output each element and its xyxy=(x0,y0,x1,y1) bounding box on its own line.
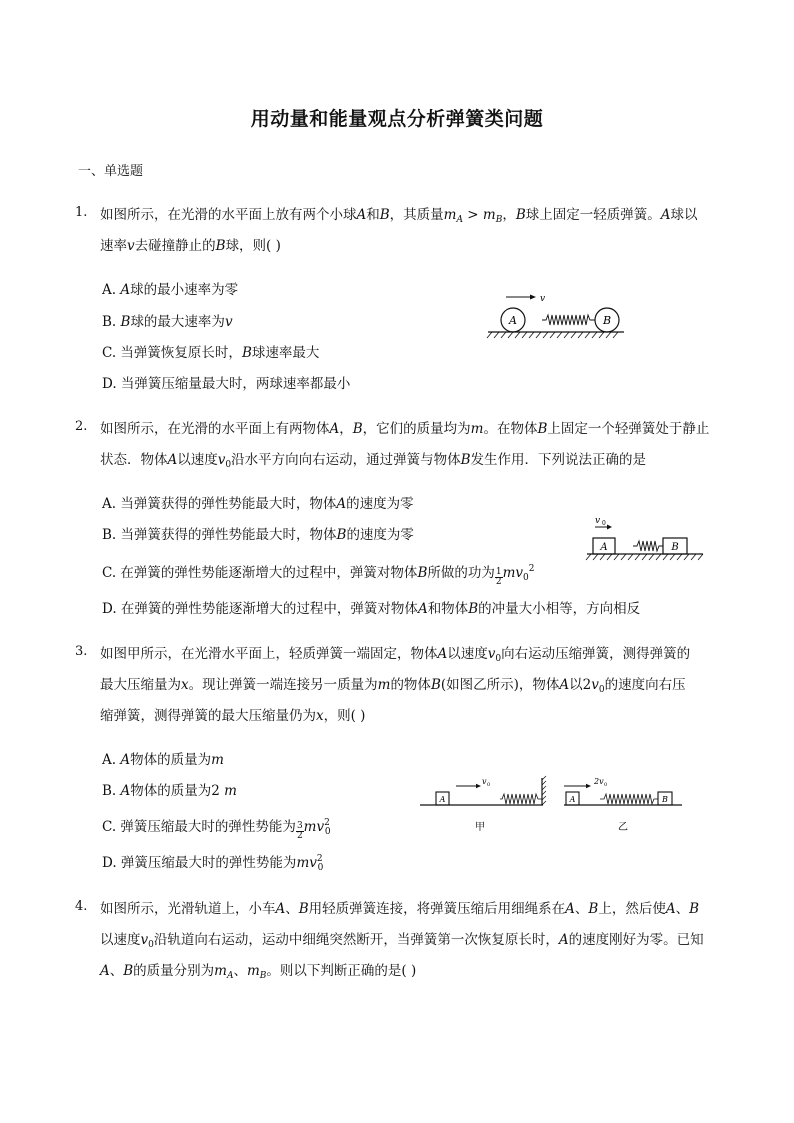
q1-option-b[interactable]: B. B球的最大速率为v xyxy=(102,314,233,330)
svg-text:A: A xyxy=(439,795,446,804)
ball-a-label: A xyxy=(509,314,517,327)
svg-text:B: B xyxy=(662,795,668,804)
svg-text:v: v xyxy=(482,777,487,786)
q4-stem-line-3: A、B的质量分别为$m_A$、$m_B$。则以下判断正确的是( ) xyxy=(100,963,417,981)
q1-stem-line-1: 如图所示，在光滑的水平面上放有两个小球A和B，其质量$m_A > m_B$，B球上固定一轻质弹簧。A球以 xyxy=(100,207,698,225)
q2-option-c[interactable]: C. 在弹簧的弹性势能逐渐增大的过程中，弹簧对物体B所做的功为 $\frac{1}{2}$ $mv_0^2$ xyxy=(102,564,535,587)
q2-stem-line-1: 如图所示，在光滑的水平面上有两物体A，B，它们的质量均为m。在物体B上固定一个轻弹簧处于静止 xyxy=(100,421,710,437)
q2-option-a[interactable]: A. 当弹簧获得的弹性势能最大时，物体A的速度为零 xyxy=(102,496,414,512)
ball-b-label: B xyxy=(602,314,612,327)
svg-text:0: 0 xyxy=(487,782,491,788)
q3-option-a[interactable]: A. A物体的质量为m xyxy=(102,752,224,768)
spring xyxy=(600,794,658,804)
block-b-label: B xyxy=(671,542,679,553)
question-number: 1. xyxy=(75,205,88,220)
spring xyxy=(633,541,663,551)
q3-stem-line-1: 如图甲所示，在光滑水平面上，轻质弹簧一端固定，物体A以速度$v_0$向右运动压缩弹簧，测得弹簧的 xyxy=(100,646,691,664)
q3-option-c[interactable]: C. 弹簧压缩最大时的弹性势能为 $\frac{3}{2}$ $mv^2_0$ xyxy=(102,818,331,841)
q1-figure xyxy=(486,288,626,340)
q1-option-d[interactable]: D. 当弹簧压缩量最大时，两球速率都最小 xyxy=(102,376,351,392)
q1-option-c[interactable]: C. 当弹簧恢复原长时，B球速率最大 xyxy=(102,345,320,361)
figure-label-yi: 乙 xyxy=(618,822,628,833)
q4-stem-line-2: 以速度$v_0$沿轨道向右运动，运动中细绳突然断开，当弹簧第一次恢复原长时，A的速度刚好为零。已知 xyxy=(100,932,704,950)
svg-text:A: A xyxy=(569,795,576,804)
q3-stem-line-3: 缩弹簧，测得弹簧的最大压缩量仍为x，则( ) xyxy=(100,708,366,724)
svg-text:0: 0 xyxy=(602,520,606,527)
question-number: 2. xyxy=(75,419,88,434)
section-heading: 一、单选题 xyxy=(78,164,144,179)
question-number: 3. xyxy=(75,644,88,659)
velocity-label: v xyxy=(540,294,546,304)
q3-stem-line-2: 最大压缩量为x。现让弹簧一端连接另一质量为m的物体B(如图乙所示)，物体A以$2v_0$的速度向右压 xyxy=(100,677,686,695)
spring xyxy=(542,315,595,325)
question-number: 4. xyxy=(75,899,88,914)
velocity-label: v xyxy=(595,516,601,526)
q3-option-b[interactable]: B. A物体的质量为2 m xyxy=(102,783,237,799)
q3-option-d[interactable]: D. 弹簧压缩最大时的弹性势能为$mv^2_0$ xyxy=(102,854,324,873)
figure-label-jia: 甲 xyxy=(475,822,485,833)
spring xyxy=(500,794,542,804)
q3-figures xyxy=(418,772,688,836)
q2-stem-line-2: 状态．物体A以速度$v_0$沿水平方向向右运动，通过弹簧与物体B发生作用．下列说法正确的是 xyxy=(100,452,647,470)
q2-figure xyxy=(585,513,705,563)
block-a-label: A xyxy=(600,542,608,553)
page-title: 用动量和能量观点分析弹簧类问题 xyxy=(250,108,544,130)
q1-stem-line-2: 速率v去碰撞静止的B球，则( ) xyxy=(100,238,281,254)
q4-stem-line-1: 如图所示，光滑轨道上，小车A、B用轻质弹簧连接，将弹簧压缩后用细绳系在A、B上，然后使A、B xyxy=(100,901,700,917)
q2-option-d[interactable]: D. 在弹簧的弹性势能逐渐增大的过程中，弹簧对物体A和物体B的冲量大小相等，方向相反 xyxy=(102,601,641,617)
q1-option-a[interactable]: A. A球的最小速率为零 xyxy=(102,282,239,298)
q2-option-b[interactable]: B. 当弹簧获得的弹性势能最大时，物体B的速度为零 xyxy=(102,527,414,543)
svg-text:2v: 2v xyxy=(594,777,604,786)
svg-text:0: 0 xyxy=(604,782,608,788)
